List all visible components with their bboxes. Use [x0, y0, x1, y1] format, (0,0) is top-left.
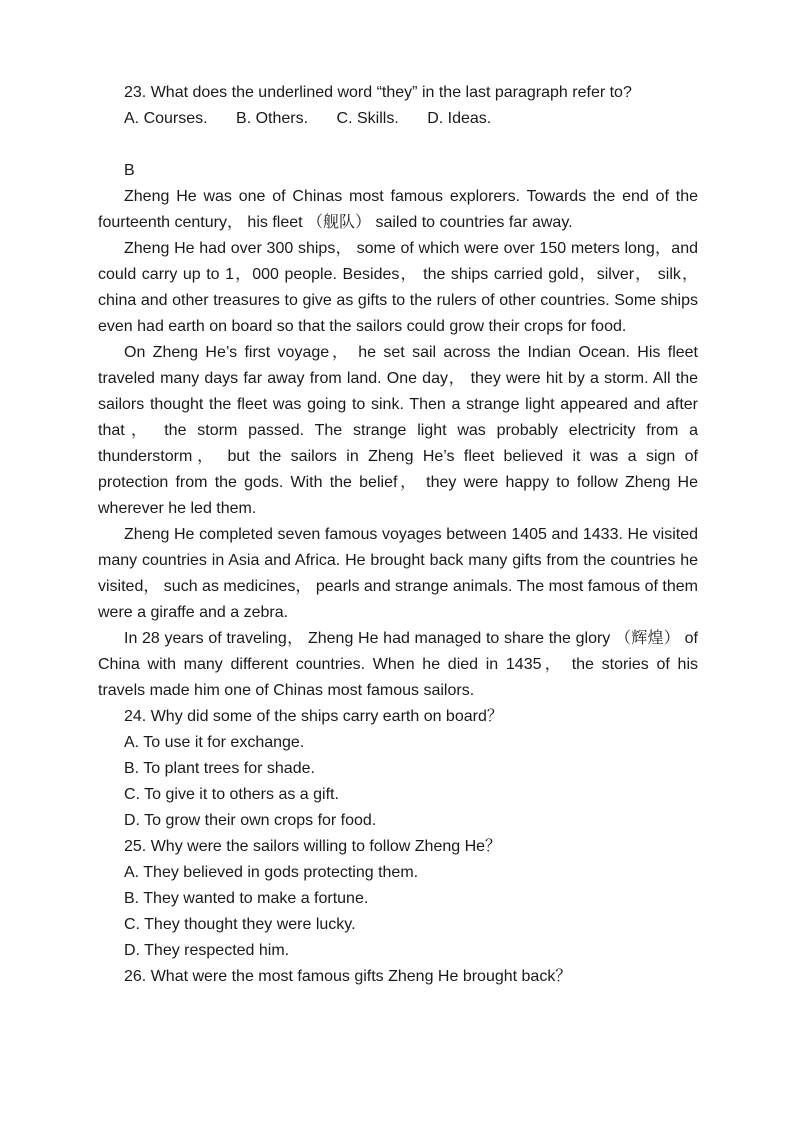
question-24: 24. Why did some of the ships carry earth on board？	[124, 708, 503, 725]
q23-option-d: D. Ideas.	[427, 110, 492, 127]
question-23: 23. What does the underlined word “they” in the last paragraph refer to?	[124, 84, 632, 101]
q23-option-c: C. Skills.	[336, 110, 399, 127]
question-25: 25. Why were the sailors willing to follow Zheng He？	[124, 838, 502, 855]
q24-option-c: C. To give it to others as a gift.	[124, 786, 339, 803]
passage-paragraph-5: In 28 years of traveling， Zheng He had managed to share the glory （辉煌） of China with many different countries. When he died in 1435， the stories of his travels made him one of Chinas most famous sailors.	[98, 630, 698, 699]
question-23-options	[98, 106, 698, 132]
q25-option-a: A. They believed in gods protecting them.	[124, 864, 419, 881]
q25-option-b: B. They wanted to make a fortune.	[124, 890, 369, 907]
passage-paragraph-1: Zheng He was one of Chinas most famous explorers. Towards the end of the fourteenth century， his fleet （舰队） sailed to countries far away.	[98, 188, 698, 231]
q24-option-a: A. To use it for exchange.	[124, 734, 305, 751]
passage-paragraph-4: Zheng He completed seven famous voyages between 1405 and 1433. He visited many countries in Asia and Africa. He brought back many gifts from the countries he visited， such as medicines， pearls and strange animals. The most famous of them were a giraffe and a zebra.	[98, 526, 698, 621]
document-page	[98, 80, 698, 990]
q25-option-d: D. They respected him.	[124, 942, 290, 959]
q23-option-a: A. Courses.	[124, 110, 208, 127]
passage-paragraph-3: On Zheng He’s first voyage， he set sail across the Indian Ocean. His fleet traveled many days far away from land. One day， they were hit by a storm. All the sailors thought the fleet was going to sink. Then a strange light appeared and after that， the storm passed. The strange light was probably electricity from a thunderstorm， but the sailors in Zheng He’s fleet believed it was a sign of protection from the gods. With the belief， they were happy to follow Zheng He wherever he led them.	[98, 344, 698, 517]
question-26: 26. What were the most famous gifts Zheng He brought back？	[124, 968, 572, 985]
q25-option-c: C. They thought they were lucky.	[124, 916, 356, 933]
section-label: B	[124, 162, 135, 179]
q24-option-d: D. To grow their own crops for food.	[124, 812, 377, 829]
spacer	[98, 132, 698, 158]
q24-option-b: B. To plant trees for shade.	[124, 760, 315, 777]
q23-option-b: B. Others.	[236, 110, 309, 127]
passage-paragraph-2: Zheng He had over 300 ships， some of which were over 150 meters long，and could carry up to 1，000 people. Besides， the ships carried gold，silver， silk， china and other treasures to give as gifts to the rulers of other countries. Some ships even had earth on board so that the sailors could grow their crops for food.	[98, 240, 698, 335]
